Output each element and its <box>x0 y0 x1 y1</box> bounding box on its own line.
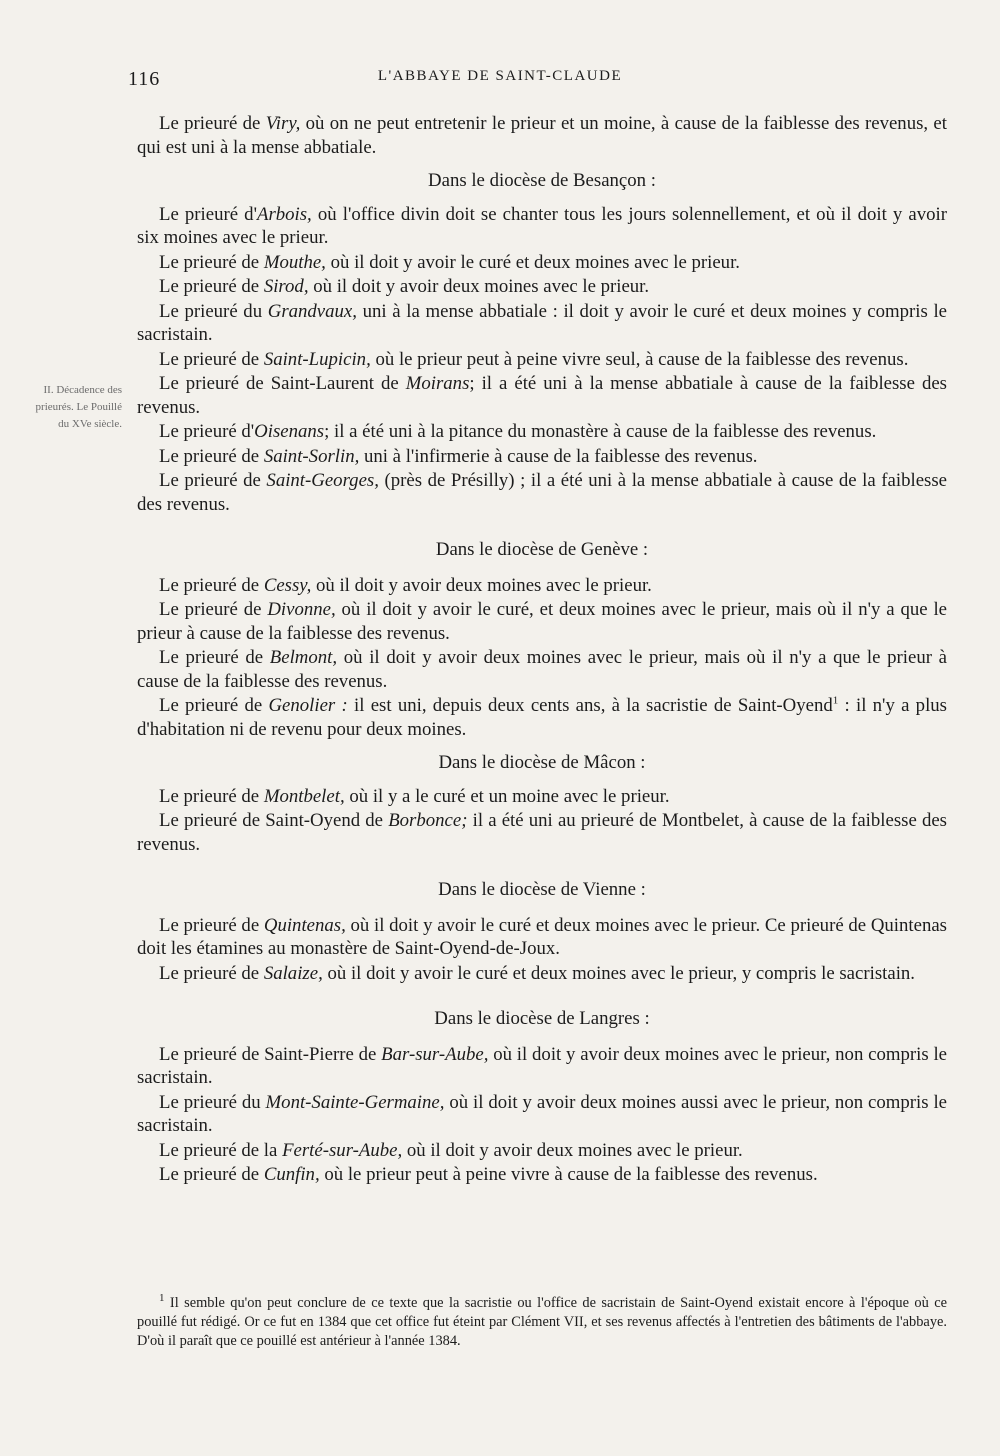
place-name: Arbois, <box>256 203 312 225</box>
section-heading: Dans le diocèse de Besançon : <box>428 170 656 191</box>
place-name: Grandvaux, <box>267 300 357 322</box>
text-run: ; il a été uni à la mense abbatiale à cause de la faiblesse des revenus. <box>137 373 947 418</box>
paragraph <box>137 646 947 693</box>
footnote-marker: 1 <box>159 1292 165 1305</box>
place-name: Saint-Sorlin, <box>263 445 360 467</box>
paragraph <box>137 275 947 299</box>
section-heading: Dans le diocèse de Genève : <box>435 539 649 560</box>
place-name: Mont-Sainte-Germaine, <box>265 1091 445 1113</box>
paragraph <box>137 914 947 961</box>
text-run: Le prieuré de <box>159 574 264 596</box>
text-run: uni à l'infirmerie à cause de la faiblesse des revenus. <box>359 445 758 467</box>
text-run: Le prieuré de <box>159 599 268 620</box>
text-run: il a été uni au prieuré de Montbelet, à cause de la faiblesse des revenus. <box>137 810 947 855</box>
paragraph <box>137 574 947 598</box>
paragraph <box>137 469 947 516</box>
paragraph <box>137 445 947 469</box>
text-run: où il doit y avoir deux moines avec le prieur. <box>311 574 652 596</box>
text-run: (près de Présilly) ; il a été uni à la mense abbatiale à cause de la faiblesse des revenus. <box>137 470 947 515</box>
text-run: Le prieuré du <box>159 1091 266 1113</box>
text-run: Le prieuré de <box>159 113 266 134</box>
paragraph <box>137 348 947 372</box>
text-run: Le prieuré de <box>159 348 264 370</box>
text-run: Le prieuré de <box>159 914 264 936</box>
text-run: Le prieuré d' <box>159 203 257 225</box>
text-run: où il doit y avoir deux moines avec le prieur. <box>402 1139 743 1161</box>
paragraph <box>137 112 947 159</box>
text-run: : il n'y a plus d'habitation ni de revenu pour deux moines. <box>137 695 947 740</box>
place-name: Viry, <box>265 113 301 134</box>
paragraph <box>137 694 947 741</box>
paragraph <box>137 420 947 444</box>
section-heading: Dans le diocèse de Langres : <box>434 1008 650 1029</box>
text-run: Le prieuré de Saint-Pierre de <box>159 1043 382 1065</box>
paragraph <box>137 809 947 856</box>
place-name: Cessy, <box>263 574 312 596</box>
running-head: L'ABBAYE DE SAINT-CLAUDE <box>377 68 623 84</box>
text-run: où il doit y avoir le curé et deux moines avec le prieur. <box>325 251 740 273</box>
footnotes <box>137 1294 947 1351</box>
text-run: Le prieuré de Saint-Oyend de <box>159 810 389 831</box>
text-run: où il y a le curé et un moine avec le prieur. <box>344 785 670 807</box>
text-run: Le prieuré de <box>159 445 264 467</box>
paragraph <box>137 203 947 250</box>
text-run: où il doit y avoir le curé, et deux moines avec le prieur, mais où il n'y a que le prieur à cause de la faiblesse des revenus. <box>137 599 947 644</box>
place-name: Salaize, <box>263 962 323 984</box>
text-run: uni à la mense abbatiale : il doit y avoir le curé et deux moines y compris le sacristain. <box>137 300 948 345</box>
place-name: Oisenans <box>254 421 325 442</box>
text-run: Le prieuré du <box>159 300 268 322</box>
place-name: Quintenas, <box>263 914 346 936</box>
paragraph <box>137 785 947 809</box>
body-text <box>137 112 947 1187</box>
place-name: Mouthe, <box>263 251 326 273</box>
text-run: Le prieuré de Saint-Laurent de <box>159 373 406 394</box>
text-run: où il doit y avoir deux moines avec le prieur, mais où il n'y a que le prieur à cause de la faiblesse des revenus. <box>137 647 947 692</box>
text-run: Le prieuré de <box>159 785 264 807</box>
paragraph <box>137 1139 947 1163</box>
text-run: où l'office divin doit se chanter tous les jours solennellement, et où il doit y avoir six moines avec le prieur. <box>137 203 947 248</box>
text-run: où il doit y avoir le curé et deux moines avec le prieur. Ce prieuré de Quintenas doit les étamines au monastère de Saint-Oyend-de-Joux. <box>137 914 947 959</box>
text-run: Le prieuré de <box>159 962 264 984</box>
place-name: Cunfin, <box>263 1164 320 1185</box>
place-name: Genolier : <box>268 695 348 716</box>
footnote-1 <box>137 1294 947 1351</box>
paragraph <box>137 251 947 275</box>
footnote-text: Il semble qu'on peut conclure de ce texte que la sacristie ou l'office de sacristain de Saint-Oyend existait encore à l'époque où ce pouillé fut rédigé. Or ce fut en 1384 que cet office fut éteint par Clément VII, et ses revenus affectés à l'entretien des bâtiments de l'abbaye. D'où il paraît que ce pouillé est antérieur à l'année 1384. <box>137 1295 947 1349</box>
section-heading: Dans le diocèse de Mâcon : <box>438 752 646 773</box>
text-run: Le prieuré de <box>159 470 267 491</box>
place-name: Sirod, <box>263 276 309 297</box>
place-name: Bar-sur-Aube, <box>381 1043 489 1065</box>
text-run: Le prieuré de la <box>159 1139 283 1161</box>
text-run: ; il a été uni à la pitance du monastère à cause de la faiblesse des revenus. <box>324 421 877 442</box>
text-run: où il doit y avoir le curé et deux moines avec le prieur, y compris le sacristain. <box>322 962 915 984</box>
text-run: où le prieur peut à peine vivre seul, à cause de la faiblesse des revenus. <box>370 348 909 370</box>
place-name: Saint-Lupicin, <box>263 348 371 370</box>
paragraph <box>137 300 947 347</box>
page-number: 116 <box>128 68 161 90</box>
footnote-ref: 1 <box>832 694 839 707</box>
text-run: Le prieuré de <box>159 251 264 273</box>
paragraph <box>137 1163 947 1187</box>
text-run: Le prieuré de <box>159 647 270 668</box>
text-run: où le prieur peut à peine vivre à cause de la faiblesse des revenus. <box>319 1164 818 1185</box>
paragraph <box>137 1043 947 1090</box>
text-run: où on ne peut entretenir le prieur et un moine, à cause de la faiblesse des revenus, et qui est uni à la mense abbatiale. <box>137 113 947 158</box>
place-name: Ferté-sur-Aube, <box>282 1139 403 1161</box>
paragraph <box>137 372 947 419</box>
place-name: Divonne, <box>267 599 336 620</box>
text-run: où il doit y avoir deux moines avec le prieur. <box>308 276 650 297</box>
paragraph <box>137 598 947 645</box>
text-run: Le prieuré de <box>159 695 269 716</box>
place-name: Montbelet, <box>263 785 345 807</box>
text-run: où il doit y avoir deux moines aussi avec le prieur, non compris le sacristain. <box>137 1091 947 1136</box>
paragraph <box>137 962 947 986</box>
text-run: Le prieuré de <box>159 1164 264 1185</box>
section-heading: Dans le diocèse de Vienne : <box>438 879 646 900</box>
paragraph <box>137 1091 947 1138</box>
text-run: Le prieuré de <box>159 276 264 297</box>
text-run: Le prieuré d' <box>159 421 255 442</box>
text-run: où il doit y avoir deux moines avec le prieur, non compris le sacristain. <box>137 1043 948 1088</box>
text-run: il est uni, depuis deux cents ans, à la sacristie de Saint-Oyend <box>347 695 833 716</box>
place-name: Borbonce; <box>388 810 468 831</box>
place-name: Saint-Georges, <box>266 470 379 491</box>
place-name: Belmont, <box>269 647 338 668</box>
place-name: Moirans <box>405 373 470 394</box>
margin-note: II. Décadence des prieurés. Le Pouillé du XVe siècle. <box>35 384 122 430</box>
